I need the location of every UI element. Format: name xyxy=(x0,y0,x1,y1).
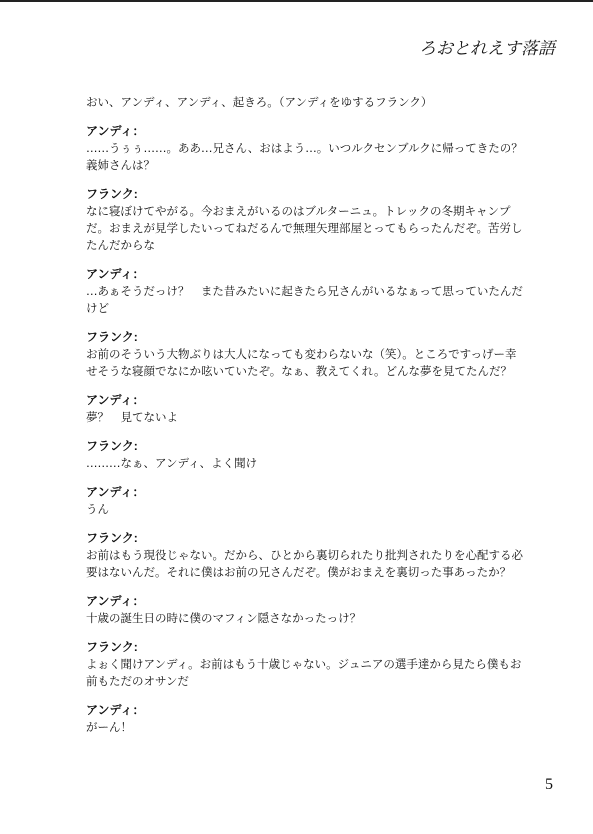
dialogue-block xyxy=(86,266,526,317)
dialogue-line: がーん！ xyxy=(86,720,132,734)
dialogue-line: お前はもう現役じゃない。だから、ひとから裏切られたり批判されたりを心配する必要はないんだ。それに僕はお前の兄さんだぞ。僕がおまえを裏切った事あったか？ xyxy=(86,548,523,579)
dialogue-block xyxy=(86,329,526,380)
dialogue-line: ……うぅぅ……。ああ…兄さん、おはよう…。いつルクセンブルクに帰ってきたの？義姉さんは？ xyxy=(86,141,523,172)
speaker-name: アンディ： xyxy=(86,594,145,608)
intro-line: おい、アンディ、アンディ、起きろ。（アンディをゆするフランク） xyxy=(86,95,433,109)
dialogue-block xyxy=(86,392,526,426)
dialogue-line: うん xyxy=(86,502,109,516)
speaker-name: フランク: xyxy=(86,640,138,654)
dialogue-block xyxy=(86,438,526,472)
top-rule xyxy=(0,0,593,2)
speaker-name: フランク: xyxy=(86,187,138,201)
page-number: 5 xyxy=(545,776,553,793)
dialogue-block xyxy=(86,593,526,627)
speaker-name: フランク: xyxy=(86,330,138,344)
speaker-name: フランク: xyxy=(86,531,138,545)
dialogue-line: …あぁそうだっけ？ また昔みたいに起きたら兄さんがいるなぁって思っていたんだけど xyxy=(86,284,523,315)
dialogue-line: 十歳の誕生日の時に僕のマフィン隠さなかったっけ？ xyxy=(86,611,362,625)
dialogue-line: ………なぁ、アンディ、よく聞け xyxy=(86,456,258,470)
dialogue-line: お前のそういう大物ぶりは大人になっても変わらないな（笑）。ところですっげー幸せそうな寝顔でなにか呟いていたぞ。なぁ、教えてくれ。どんな夢を見てたんだ？ xyxy=(86,347,517,378)
speaker-name: アンディ： xyxy=(86,393,145,407)
dialogue-block xyxy=(86,186,526,254)
dialogue-block xyxy=(86,484,526,518)
dialogue-block xyxy=(86,123,526,174)
logo: ろおとれえす落語 xyxy=(419,39,555,59)
speaker-name: アンディ： xyxy=(86,485,145,499)
dialogue-line: なに寝ぼけてやがる。今おまえがいるのはブルターニュ。トレックの冬期キャンプだ。おまえが見学したいってねだるんで無理矢理部屋とってもらったんだぞ。苦労したんだからな xyxy=(86,204,523,252)
speaker-name: フランク: xyxy=(86,439,138,453)
dialogue-content xyxy=(86,94,526,748)
dialogue-line: よぉく聞けアンディ。お前はもう十歳じゃない。ジュニアの選手達から見たら僕もお前もただのオサンだ xyxy=(86,657,522,688)
dialogue-block xyxy=(86,530,526,581)
speaker-name: アンディ： xyxy=(86,703,145,717)
speaker-name: アンディ： xyxy=(86,124,145,138)
dialogue-block xyxy=(86,702,526,736)
dialogue-block xyxy=(86,639,526,690)
dialogue-line: 夢？ 見てないよ xyxy=(86,410,178,424)
speaker-name: アンディ： xyxy=(86,267,145,281)
